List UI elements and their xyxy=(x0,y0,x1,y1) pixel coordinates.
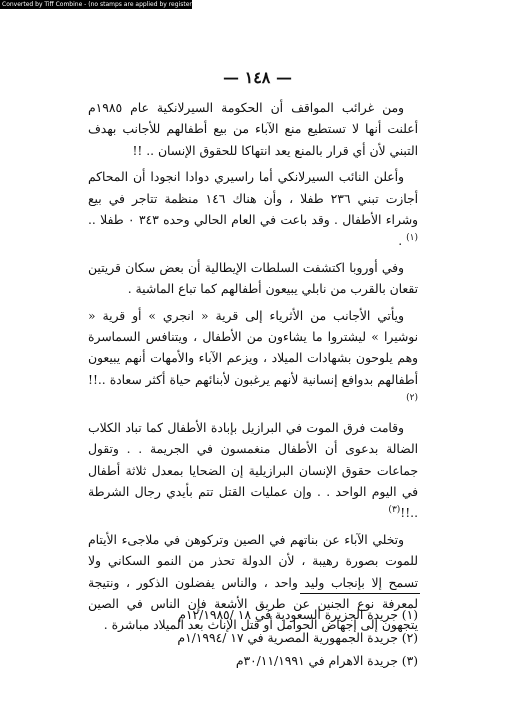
paragraph-text: وقامت فرق الموت في البرازيل بإبادة الأطفال كما تباد الكلاب الضالة بدعوى أن الأطفال منغمسون في الجريمة . . وتقول جماعات حقوق الإنسان البرازيلية إن الضحايا بمعدل ثلاثة أطفال في اليوم الواحد . . وإن عمليات القتل تتم بأيدي رجال الشرطة ..!! xyxy=(88,420,418,521)
paragraph-adoption-courts: وأعلن النائب السيرلانكي أما راسيري دوادا انجودا أن المحاكم أجازت تبني ٢٣٦ طفلا ، وأن هناك ١٤٦ منظمة تتاجر في بيع وشراء الأطفال . وقد باعت في العام الحالي وحده ٣٤٣ ٠ طفلا ..$^{(١)}$ . xyxy=(88,170,418,249)
page-body xyxy=(88,98,418,637)
conversion-banner: Converted by Tiff Combine - (no stamps are applied by registered version) xyxy=(2,1,226,8)
footnote-separator xyxy=(300,593,420,594)
footnote-item: (١) جريدة الجزيرة السعودية في ١٨ /١٢/١٩٨٥م xyxy=(178,608,418,622)
footnote-ref-3: (٣) xyxy=(388,505,401,516)
footnotes xyxy=(177,604,418,673)
paragraph-brazil xyxy=(88,418,418,525)
footnote-ref-1: (١) xyxy=(406,233,418,244)
footnote-ref-2: (٢) xyxy=(406,393,418,404)
paragraph-text: ويأتي الأجانب من الأثرياء إلى قرية « انجري » أو قرية « نوشيرا » ليشتروا ما يشاءون من الأطفال ، ويتنافس السماسرة وهم يلوحون بشهادات الميلاد ، ويزعم الآباء والأمهات أنهم يبيعون أطفالهم بدوافع إنسانية لأنهم يرغبون لأبنائهم حياة أكثر سعادة ..!! xyxy=(88,308,418,387)
paragraph-text: وتخلي الآباء عن بناتهم في الصين وتركوهن في ملاجىء الأيتام للموت بصورة رهيبة ، لأن الدولة تحذر من النمو السكاني ولا تسمح إلا بإنجاب وليد واحد ، والناس يفضلون الذكور ، ونتيجة لمعرفة نوع الجنين عن طريق الأشعة فإن الناس في الصين يتجهون إلى إجهاض الحوامل أو قتل الإناث بعد الميلاد مباشرة . xyxy=(88,532,418,633)
footnote-item: (٣) جريدة الاهرام في ٣٠/١١/١٩٩١م xyxy=(235,654,418,668)
paragraph-text: وفي أوروبا اكتشفت السلطات الإيطالية أن بعض سكان قريتين تقعان بالقرب من نابلي يبيعون أطفالهم كما تباع الماشية . xyxy=(88,260,418,297)
paragraph-sri-lanka xyxy=(88,98,418,162)
paragraph-text: وأعلن النائب السيرلانكي أما راسيري دوادا انجودا أن المحاكم أجازت تبني ٢٣٦ طفلا ، وأن هناك ١٤٦ منظمة تتاجر في بيع وشراء الأطفال . وقد باعت في العام الحالي وحده ٣٤٣ ٠ طفلا .. xyxy=(88,170,418,228)
paragraph-text: ومن غرائب المواقف أن الحكومة السيرلانكية عام ١٩٨٥م أعلنت أنها لا تستطيع منع الآباء من بيع أطفالهم للأجانب بهدف التبني لأن أي قرار بالمنع يعد انتهاكا للحقوق الإنسان .. !! xyxy=(88,101,418,158)
footnote-item: (٢) جريدة الجمهورية المصرية في ١٧ /١/١٩٩٤م xyxy=(177,631,418,645)
page-number: — ١٤٨ — xyxy=(223,68,292,87)
paragraph-italy xyxy=(88,258,418,301)
paragraph-foreign-buyers xyxy=(88,306,418,413)
